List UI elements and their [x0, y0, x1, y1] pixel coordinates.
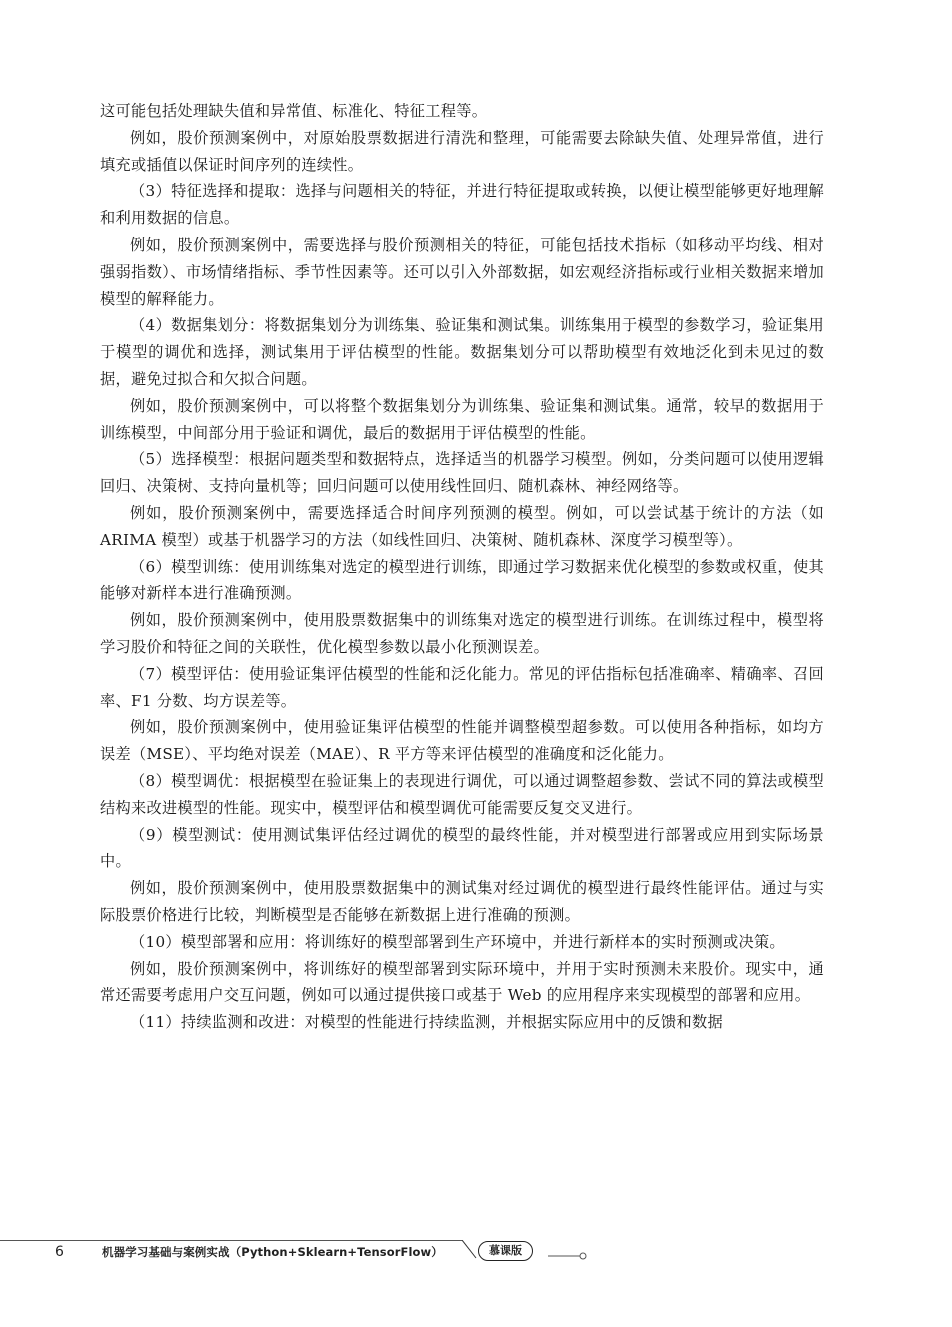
- footer-slash-decoration: [462, 1240, 478, 1260]
- paragraph-8: 例如，股价预测案例中，需要选择适合时间序列预测的模型。例如，可以尝试基于统计的方法（如 ARIMA 模型）或基于机器学习的方法（如线性回归、决策树、随机森林、深度学习模型等）。: [100, 503, 824, 549]
- paragraph-5: （4）数据集划分：将数据集划分为训练集、验证集和测试集。训练集用于模型的参数学习，验证集用于模型的调优和选择，测试集用于评估模型的性能。数据集划分可以帮助模型有效地泛化到未见过的数据，避免过拟合和欠拟合问题。: [100, 316, 824, 388]
- paragraph-15: 例如，股价预测案例中，使用股票数据集中的测试集对经过调优的模型进行最终性能评估。通过与实际股票价格进行比较，判断模型是否能够在新数据上进行准确的预测。: [100, 879, 824, 924]
- paragraph-4: 例如，股价预测案例中，需要选择与股价预测相关的特征，可能包括技术指标（如移动平均线、相对强弱指数）、市场情绪指标、季节性因素等。还可以引入外部数据，如宏观经济指标或行业相关数据来增加模型的解释能力。: [100, 235, 824, 308]
- paragraph-11: （7）模型评估：使用验证集评估模型的性能和泛化能力。常见的评估指标包括准确率、精确率、召回率、F1 分数、均方误差等。: [100, 664, 824, 710]
- paragraph-1: 这可能包括处理缺失值和异常值、标准化、特征工程等。: [100, 102, 488, 120]
- paragraph-3: （3）特征选择和提取：选择与问题相关的特征，并进行特征提取或转换，以便让模型能够更好地理解和利用数据的信息。: [100, 182, 824, 228]
- page-body: [100, 98, 824, 1036]
- edition-badge: 慕课版: [478, 1241, 533, 1261]
- paragraph-14: （9）模型测试：使用测试集评估经过调优的模型的最终性能，并对模型进行部署或应用到实际场景中。: [100, 825, 824, 871]
- paragraph-12: 例如，股价预测案例中，使用验证集评估模型的性能并调整模型超参数。可以使用各种指标，如均方误差（MSE）、平均绝对误差（MAE）、R 平方等来评估模型的准确度和泛化能力。: [100, 718, 824, 764]
- paragraph-6: 例如，股价预测案例中，可以将整个数据集划分为训练集、验证集和测试集。通常，较早的数据用于训练模型，中间部分用于验证和调优，最后的数据用于评估模型的性能。: [100, 396, 824, 442]
- page-number: 6: [55, 1244, 64, 1260]
- footer-rule: [0, 1240, 462, 1241]
- footer-tail-decoration: [548, 1248, 588, 1262]
- paragraph-7: （5）选择模型：根据问题类型和数据特点，选择适当的机器学习模型。例如，分类问题可以使用逻辑回归、决策树、支持向量机等；回归问题可以使用线性回归、随机森林、神经网络等。: [100, 450, 824, 496]
- paragraph-16: （10）模型部署和应用：将训练好的模型部署到生产环境中，并进行新样本的实时预测或决策。: [130, 932, 785, 951]
- book-title: 机器学习基础与案例实战（Python+Sklearn+TensorFlow）: [102, 1245, 443, 1259]
- paragraph-2: 例如，股价预测案例中，对原始股票数据进行清洗和整理，可能需要去除缺失值、处理异常值，进行填充或插值以保证时间序列的连续性。: [100, 128, 824, 174]
- paragraph-18: （11）持续监测和改进：对模型的性能进行持续监测，并根据实际应用中的反馈和数据: [130, 1013, 723, 1032]
- paragraph-10: 例如，股价预测案例中，使用股票数据集中的训练集对选定的模型进行训练。在训练过程中，模型将学习股价和特征之间的关联性，优化模型参数以最小化预测误差。: [100, 611, 824, 656]
- paragraph-13: （8）模型调优：根据模型在验证集上的表现进行调优，可以通过调整超参数、尝试不同的算法或模型结构来改进模型的性能。现实中，模型评估和模型调优可能需要反复交叉进行。: [100, 771, 824, 817]
- paragraph-9: （6）模型训练：使用训练集对选定的模型进行训练，即通过学习数据来优化模型的参数或权重，使其能够对新样本进行准确预测。: [100, 557, 824, 603]
- paragraph-17: 例如，股价预测案例中，将训练好的模型部署到实际环境中，并用于实时预测未来股价。现实中，通常还需要考虑用户交互问题，例如可以通过提供接口或基于 Web 的应用程序来实现模型的部署和应用。: [100, 959, 824, 1005]
- page-footer: [0, 1232, 952, 1272]
